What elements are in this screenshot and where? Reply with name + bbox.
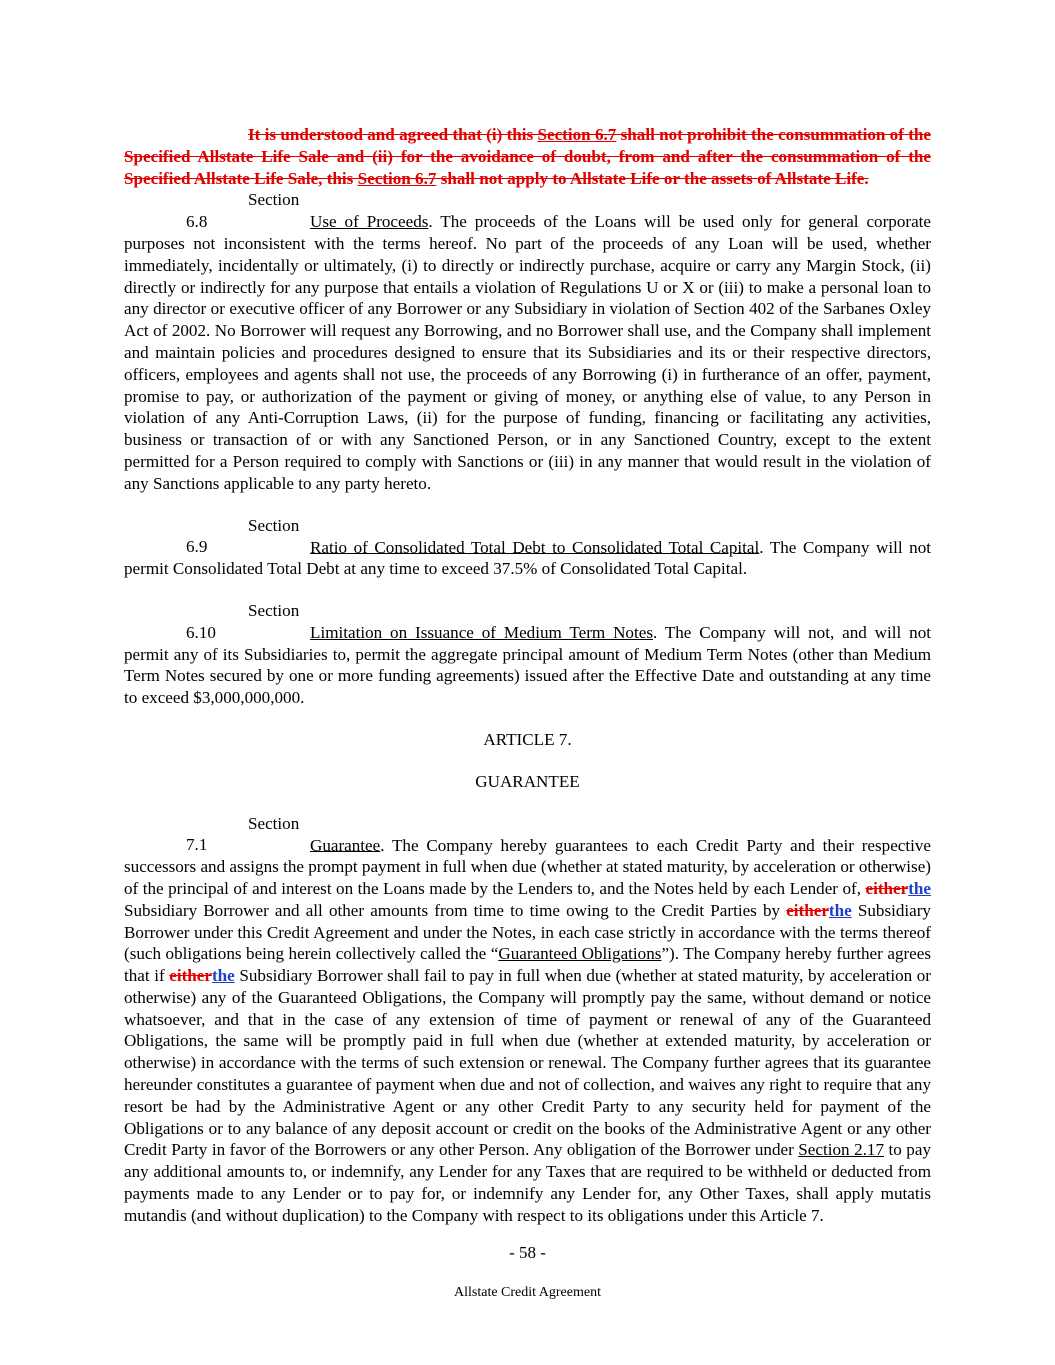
section-number: Section 7.1: [186, 813, 300, 855]
deleted-word: either: [169, 966, 212, 986]
section-body: ”). The Company hereby further agrees that if: [124, 944, 932, 986]
section-body: . The Company will not, and will not permit any of its Subsidiaries to, permit the aggregate principal amount of Medium Term Notes (other than Medium Term Notes secured by one or more funding agreements) issued after the Effective Date and outstanding at any time to exceed $3,000,000,000.: [124, 622, 931, 708]
defined-term: Guaranteed Obligations: [498, 944, 662, 964]
section-title: Limitation on Issuance of Medium Term Notes: [310, 622, 653, 642]
section-title: Guarantee: [310, 835, 381, 855]
section-body: Subsidiary Borrower shall fail to pay in full when due (whether at stated maturity, by acceleration or otherwise) any of the Guaranteed Obligations, the Company will promptly pay the same, without demand or notice whatsoever, and that in the case of any extension of time of payment or renewal of any of the Guaranteed Obligations, the same will be promptly paid in full when due (whether at extended maturity, by acceleration or otherwise) in accordance with the terms of such extension or renewal. The Company further agrees that its guarantee hereunder constitutes a guarantee of payment when due and not of collection, and waives any right to require that any resort be had by the Administrative Agent or any other Credit Party to any security held for payment of the Obligations or to any balance of any deposit account or credit on the books of the Administrative Agent or any other Credit Party in favor of the Borrowers or any other Person. Any obligation of the Borrower under: [124, 966, 931, 1160]
article-number: ARTICLE 7.: [483, 729, 572, 749]
deleted-paragraph: [124, 124, 931, 189]
section-number: Section 6.8: [186, 190, 300, 232]
section-body: . The Company will not permit Consolidated Total Debt at any time to exceed 37.5% of Consolidated Total Capital.: [124, 537, 931, 579]
inserted-word: the: [828, 900, 852, 920]
section-body: to pay any additional amounts to, or indemnify, any Lender for any Taxes that are required to be withheld or deducted from payments made to any Lender or to pay for, or indemnify any Lender for, any Other Taxes, shall apply mutatis mutandis (and without duplication) to the Company with respect to its obligations under this Article 7.: [124, 1140, 931, 1225]
section-reference: Section 6.7: [357, 168, 437, 188]
section-body: Subsidiary Borrower under this Credit Agreement and under the Notes, in each case strictly in accordance with the terms thereof (such obligations being herein collectively called the “: [124, 900, 931, 964]
section-title: Ratio of Consolidated Total Debt to Consolidated Total Capital: [310, 537, 760, 557]
section-6-10: [124, 600, 931, 709]
document-page: [124, 124, 931, 1227]
deleted-text: It is understood and agreed that (i) this: [248, 125, 538, 144]
section-body: Subsidiary Borrower and all other amounts from time to time owing to the Credit Parties by: [124, 900, 787, 920]
deleted-word: either: [786, 900, 829, 920]
section-body: . The proceeds of the Loans will be used only for general corporate purposes not inconsistent with the terms hereof. No part of the proceeds of any Loan will be used, whether immediately, incidentally or ultimately, (i) to directly or indirectly purchase, acquire or carry any Margin Stock, (ii) directly or indirectly for any purpose that entails a violation of Regulations U or X or (iii) to make a personal loan to any director or executive officer of any Borrower or any Subsidiary in violation of Section 402 of the Sarbanes Oxley Act of 2002. No Borrower will request any Borrowing, and no Borrower shall use, and the Company shall implement and maintain policies and procedures designed to ensure that its Subsidiaries and its or their respective directors, officers, employees and agents shall not use, the proceeds of any Borrowing (i) in furtherance of an offer, payment, promise to pay, or authorization of the payment or giving of money, or anything else of value, to any Person in violation of any Anti-Corruption Laws, (ii) for the purpose of funding, financing or facilitating any activities, business or transaction of or with any Sanctioned Person, or in any Sanctioned Country, except to the extent permitted for a Person required to comply with Sanctions or (iii) in any manner that would result in the violation of any Sanctions applicable to any party hereto.: [124, 212, 931, 493]
section-6-8: [124, 189, 931, 494]
inserted-word: the: [908, 878, 931, 898]
section-7-1: [124, 813, 931, 1227]
section-reference: Section 2.17: [798, 1140, 884, 1160]
section-body: . The Company hereby guarantees to each Credit Party and their respective successors and assigns the prompt payment in full when due (whether at stated maturity, by acceleration or otherwise) of the principal of and interest on the Loans made by the Lenders to, and the Notes held by each Lender of,: [124, 835, 931, 898]
section-reference: Section 6.7: [537, 125, 617, 144]
section-number: Section 6.10: [186, 600, 300, 642]
article-title: GUARANTEE: [475, 771, 580, 791]
section-6-9: [124, 515, 931, 580]
section-number: Section 6.9: [186, 515, 300, 557]
document-title-footer: Allstate Credit Agreement: [454, 1285, 601, 1300]
section-title: Use of Proceeds: [310, 212, 429, 232]
deleted-text: shall not prohibit the consummation of the Specified Allstate Life Sale and (ii) for the avoidance of doubt, from and after the consummation of the Specified Allstate Life Sale, this: [124, 125, 931, 188]
deleted-text: shall not apply to Allstate Life or the assets of Allstate Life.: [436, 168, 869, 188]
page-number: - 58 -: [509, 1243, 546, 1262]
inserted-word: the: [211, 966, 235, 986]
deleted-word: either: [865, 878, 909, 898]
